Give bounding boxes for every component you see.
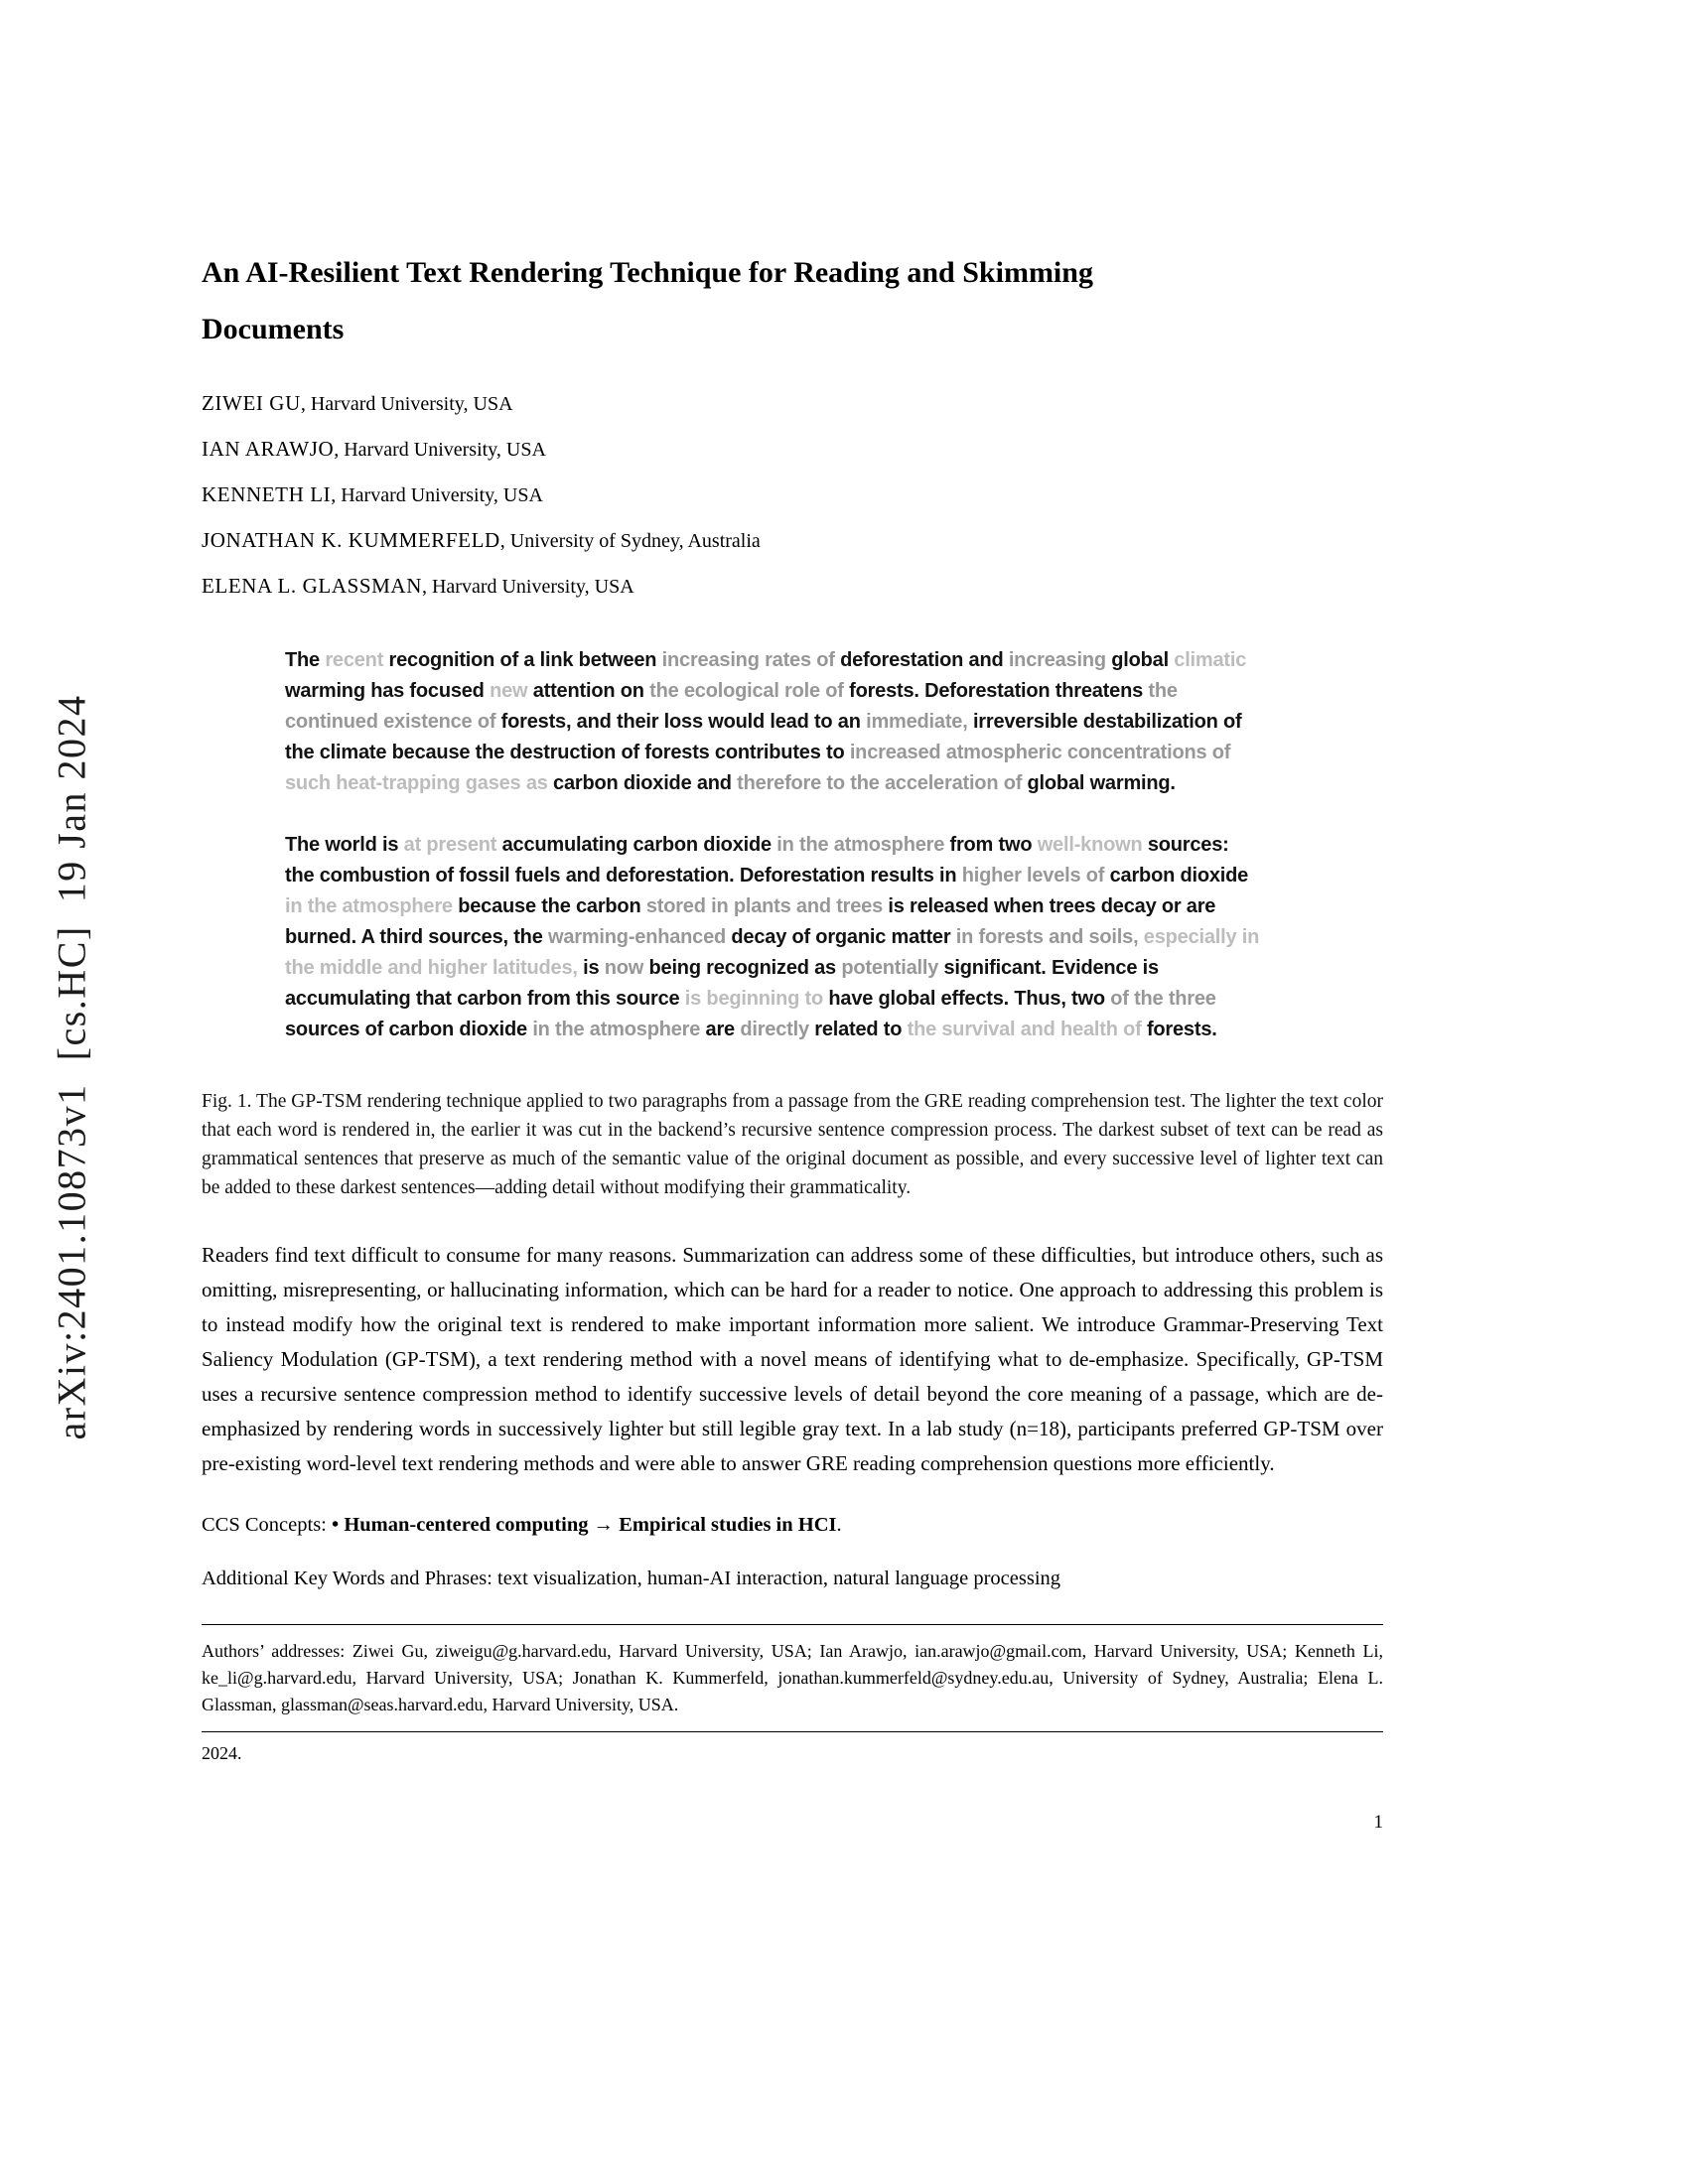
- figure-word-segment: forests.: [1146, 1019, 1217, 1040]
- ccs-bullet: •: [332, 1514, 345, 1536]
- figure-word-segment: therefore: [737, 772, 827, 794]
- figure-word-segment: recognition of a link between: [388, 649, 662, 671]
- figure-word-segment: related to: [814, 1019, 908, 1040]
- figure-word-segment: sources: the combustion of fossil fuels and deforestation. Deforestation results in: [285, 834, 1229, 887]
- figure-word-segment: the ecological role of: [649, 680, 850, 702]
- figure-word-segment: to the acceleration of: [826, 772, 1028, 794]
- ccs-concepts: [202, 1509, 1383, 1541]
- ccs-content: Human-centered computing → Empirical studies in HCI: [344, 1514, 837, 1536]
- figure-paragraph: [285, 830, 1263, 1045]
- figure-word-segment: increasing rates of: [661, 649, 841, 671]
- figure-word-segment: in the atmosphere: [776, 834, 950, 856]
- authors-addresses: Authors’ addresses: Ziwei Gu, ziweigu@g.harvard.edu, Harvard University, USA; Ian Arawjo, ian.arawjo@gmail.com, Harvard University, USA; Kenneth Li, ke_li@g.harvard.edu, Harvard University, USA; Jonathan K. Kummerfeld, jonathan.kummerfeld@sydney.edu.au, University of Sydney, Australia; Elena L. Glassman, glassman@seas.harvard.edu, Harvard University, USA.: [202, 1641, 1383, 1714]
- paper-title-line1: An AI-Resilient Text Rendering Technique for Reading and Skimming: [202, 256, 1093, 289]
- footnote-rule-bottom: [202, 1731, 1383, 1732]
- figure-word-segment: warming-enhanced: [547, 926, 732, 948]
- figure-word-segment: now: [604, 957, 649, 979]
- footnote-rule-top: [202, 1624, 1383, 1625]
- figure-word-segment: higher levels of: [961, 865, 1110, 887]
- year-line: 2024.: [202, 1743, 242, 1763]
- author-affiliation: , Harvard University, USA: [300, 393, 513, 415]
- figure-word-segment: of the three: [1110, 988, 1216, 1010]
- author-affiliation: , University of Sydney, Australia: [499, 530, 761, 552]
- figure-word-segment: is: [583, 957, 605, 979]
- author-name: JONATHAN K. KUMMERFELD: [202, 528, 500, 552]
- figure-word-segment: the continued existence of: [285, 680, 1178, 733]
- figure-word-segment: climatic: [1174, 649, 1247, 671]
- figure-word-segment: increased atmospheric concentrations of: [849, 742, 1231, 763]
- figure-word-segment: forests, and their loss would lead to an: [500, 711, 867, 733]
- figure-word-segment: potentially: [841, 957, 944, 979]
- author-row: [202, 473, 1383, 518]
- figure-word-segment: irreversible destabilization of the climate because the destruction of forests contributes to: [285, 711, 1242, 763]
- figure-word-segment: is released when trees decay or are burned. A third sources, the: [285, 895, 1216, 948]
- figure-word-segment: recent: [325, 649, 389, 671]
- ccs-period: .: [836, 1514, 842, 1536]
- figure-word-segment: increasing: [1008, 649, 1112, 671]
- figure-word-segment: attention on: [532, 680, 650, 702]
- figure-word-segment: carbon dioxide and: [553, 772, 738, 794]
- page-number: 1: [1373, 1812, 1383, 1833]
- figure-word-segment: are: [705, 1019, 741, 1040]
- figure-text: [285, 645, 1263, 1045]
- figure-word-segment: new: [490, 680, 533, 702]
- figure-word-segment: especially in the middle and higher latitudes,: [285, 926, 1260, 979]
- figure-word-segment: decay of organic matter: [731, 926, 956, 948]
- author-name: ZIWEI GU: [202, 391, 301, 415]
- figure-word-segment: global: [1111, 649, 1175, 671]
- figure-word-segment: The world is: [285, 834, 404, 856]
- figure-word-segment: at present: [403, 834, 502, 856]
- author-affiliation: , Harvard University, USA: [334, 439, 546, 461]
- figure-word-segment: is beginning to: [684, 988, 829, 1010]
- author-name: KENNETH LI: [202, 482, 332, 506]
- figure-word-segment: accumulating carbon dioxide: [501, 834, 777, 856]
- page-content: [202, 0, 1383, 1834]
- author-list: [202, 381, 1383, 610]
- author-row: [202, 381, 1383, 427]
- figure-word-segment: in the atmosphere: [285, 895, 459, 917]
- figure-word-segment: warming has focused: [285, 680, 491, 702]
- figure-word-segment: global warming.: [1027, 772, 1176, 794]
- figure-word-segment: The: [285, 649, 326, 671]
- figure-word-segment: immediate,: [866, 711, 973, 733]
- figure-word-segment: stored in plants and trees: [645, 895, 889, 917]
- figure-word-segment: forests. Deforestation threatens: [849, 680, 1149, 702]
- author-name: IAN ARAWJO: [202, 437, 335, 461]
- figure-word-segment: well-known: [1037, 834, 1148, 856]
- figure-word-segment: such heat-trapping gases as: [285, 772, 554, 794]
- ccs-label: CCS Concepts:: [202, 1514, 332, 1536]
- figure-word-segment: have global effects. Thus, two: [828, 988, 1111, 1010]
- paper-title-line2: Documents: [202, 313, 345, 345]
- figure-word-segment: directly: [740, 1019, 815, 1040]
- figure-word-segment: being recognized as: [648, 957, 842, 979]
- author-name: ELENA L. GLASSMAN: [202, 574, 422, 598]
- figure-word-segment: deforestation and: [840, 649, 1009, 671]
- author-row: [202, 518, 1383, 564]
- figure-word-segment: significant. Evidence is accumulating that carbon from this source: [285, 957, 1159, 1010]
- figure-word-segment: sources of carbon dioxide: [285, 1019, 533, 1040]
- figure-word-segment: in forests and soils,: [955, 926, 1144, 948]
- figure-word-segment: because the carbon: [458, 895, 646, 917]
- figure-word-segment: the survival and health of: [907, 1019, 1147, 1040]
- figure-caption: Fig. 1. The GP-TSM rendering technique applied to two paragraphs from a passage from the GRE reading comprehension test. The lighter the text color that each word is rendered in, the earlier it was cut in the backend’s recursive sentence compression process. The darkest subset of text can be read as grammatical sentences that preserve as much of the semantic value of the original document as possible, and every successive level of lighter text can be added to these darkest sentences—adding detail without modifying their grammaticality.: [202, 1091, 1383, 1198]
- figure-word-segment: in the atmosphere: [532, 1019, 706, 1040]
- paper-title: [202, 244, 1383, 357]
- figure-word-segment: carbon dioxide: [1109, 865, 1249, 887]
- abstract-text: Readers find text difficult to consume for many reasons. Summarization can address some of these difficulties, but introduce others, such as omitting, misrepresenting, or hallucinating information, which can be hard for a reader to notice. One approach to addressing this problem is to instead modify how the original text is rendered to make important information more salient. We introduce Grammar-Preserving Text Saliency Modulation (GP-TSM), a text rendering method with a novel means of identifying what to de-emphasize. Specifically, GP-TSM uses a recursive sentence compression method to identify successive levels of detail beyond the core meaning of a passage, which are de-emphasized by rendering words in successively lighter but still legible gray text. In a lab study (n=18), participants preferred GP-TSM over pre-existing word-level text rendering methods and were able to answer GRE reading comprehension questions more efficiently.: [202, 1243, 1383, 1475]
- author-affiliation: , Harvard University, USA: [331, 484, 543, 506]
- author-row: [202, 564, 1383, 610]
- author-affiliation: , Harvard University, USA: [421, 576, 634, 598]
- author-row: [202, 427, 1383, 473]
- figure-paragraph: [285, 645, 1263, 799]
- keywords-line: Additional Key Words and Phrases: text visualization, human-AI interaction, natural language processing: [202, 1568, 1061, 1589]
- arxiv-watermark: arXiv:2401.10873v1 [cs.HC] 19 Jan 2024: [49, 694, 94, 1440]
- figure-word-segment: from two: [949, 834, 1038, 856]
